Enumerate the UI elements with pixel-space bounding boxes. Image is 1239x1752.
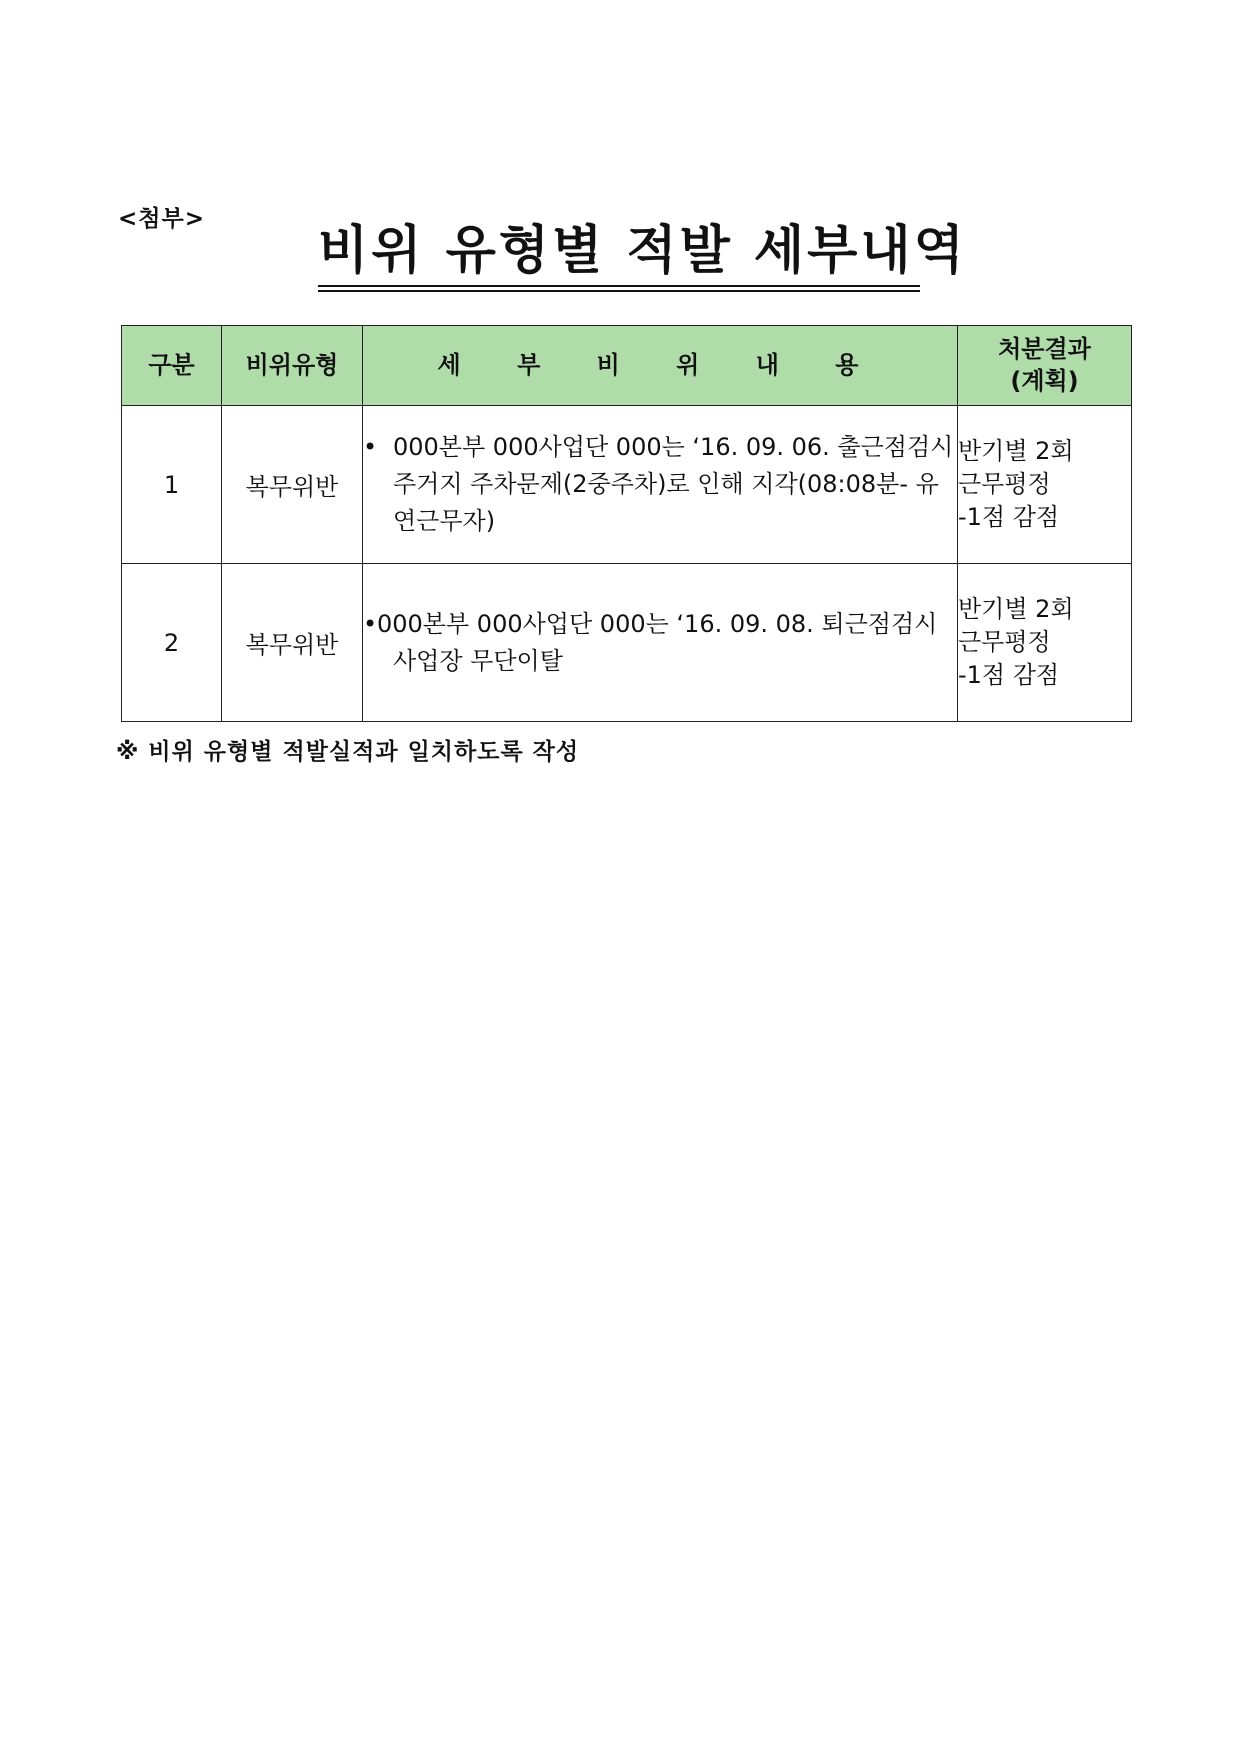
result-line: -1점 감점	[958, 503, 1060, 531]
detail-line: 사업장 무단이탈	[393, 646, 563, 675]
col-header-category: 구분	[122, 326, 222, 406]
document-title: 비위 유형별 적발 세부내역	[318, 221, 967, 281]
detail-line	[363, 606, 957, 643]
row-detail	[363, 564, 958, 722]
detail-line: 주거지 주차문제(2중주차)로 인해 지각(08:08분- 유	[393, 470, 939, 498]
result-line: 반기별 2회	[958, 595, 1074, 623]
table-row	[122, 564, 1132, 722]
title-double-underline	[318, 285, 920, 292]
bullet-icon: •	[363, 609, 378, 638]
result-line: 근무평정	[958, 470, 1051, 498]
detail-line: 연근무자)	[393, 507, 496, 535]
col-header-detail: 세 부 비 위 내 용	[363, 326, 958, 406]
detail-line	[363, 429, 957, 466]
col-header-result-plan: (계획)	[1010, 366, 1079, 395]
detail-text: 000본부 000사업단 000는 ‘16. 09. 08. 퇴근점검시	[377, 609, 938, 638]
attachment-label: <첨부>	[118, 206, 205, 232]
row-detail	[363, 406, 958, 564]
table-row	[122, 406, 1132, 564]
row-number: 2	[122, 564, 222, 722]
col-header-result	[958, 326, 1132, 406]
result-line: 근무평정	[958, 628, 1051, 656]
col-header-result-label: 처분결과	[998, 335, 1091, 364]
row-violation-type: 복무위반	[222, 406, 363, 564]
violation-detail-table	[121, 325, 1132, 722]
row-violation-type: 복무위반	[222, 564, 363, 722]
bullet-icon: •	[363, 433, 378, 461]
detail-text: 000본부 000사업단 000는 ‘16. 09. 06. 출근점검시	[393, 433, 954, 461]
result-line: 반기별 2회	[958, 437, 1074, 465]
col-header-violation-type: 비위유형	[222, 326, 363, 406]
row-result	[958, 406, 1132, 564]
table-header-row	[122, 326, 1132, 406]
row-result	[958, 564, 1132, 722]
row-number: 1	[122, 406, 222, 564]
result-line: -1점 감점	[958, 661, 1060, 689]
footnote: ※ 비위 유형별 적발실적과 일치하도록 작성	[116, 739, 580, 765]
